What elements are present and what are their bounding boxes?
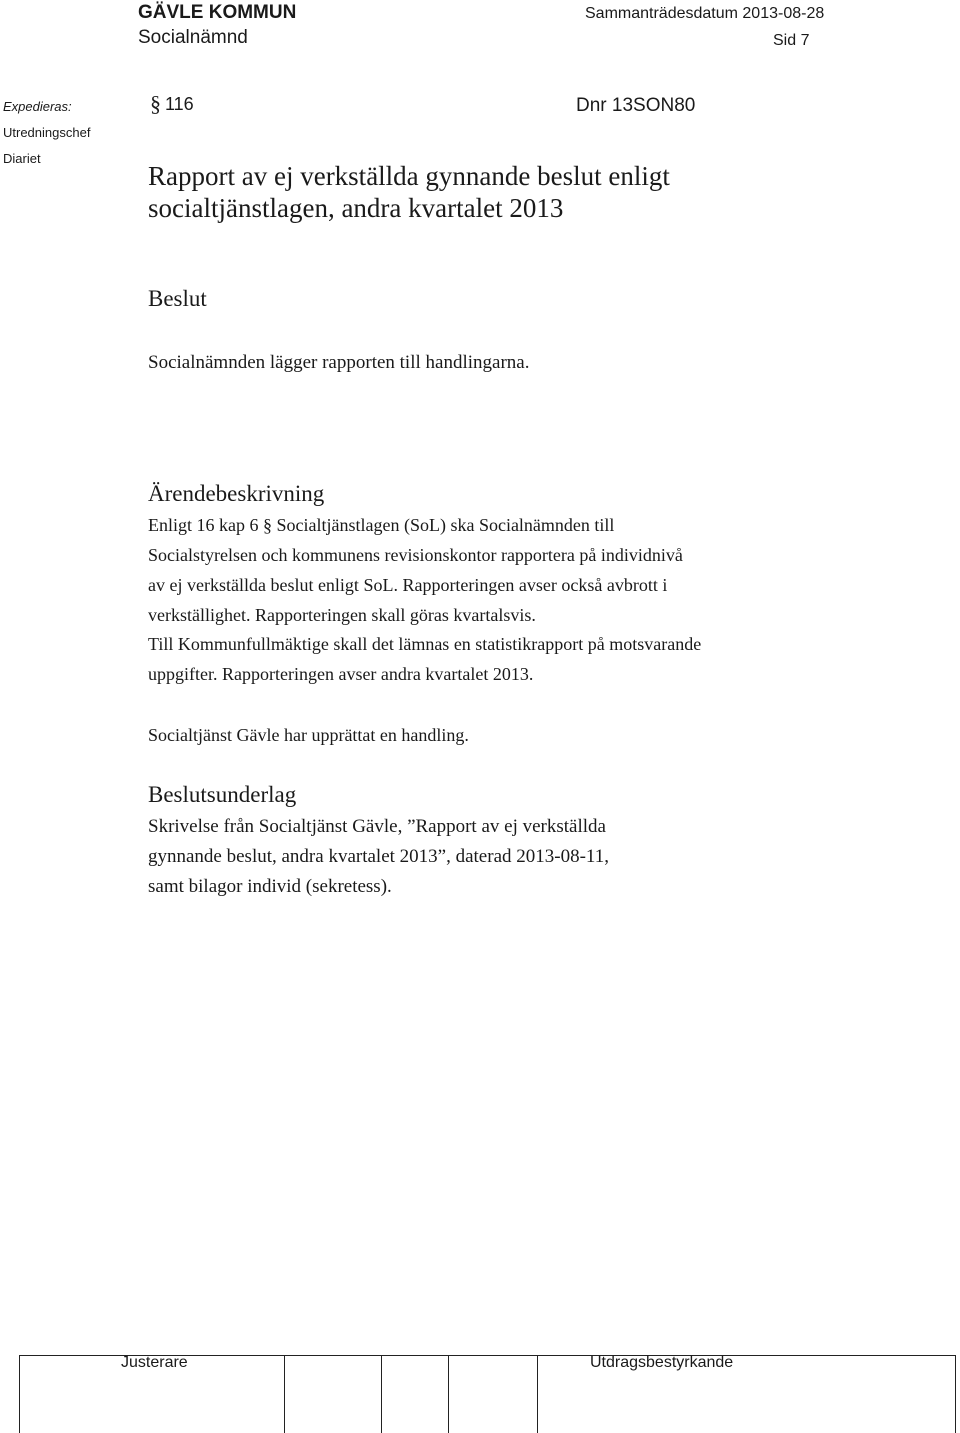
footer-divider xyxy=(284,1355,285,1433)
justerare-label: Justerare xyxy=(121,1354,188,1371)
body-line: Skrivelse från Socialtjänst Gävle, ”Rapport av ej verkställda xyxy=(148,816,606,837)
body-line: av ej verkställda beslut enligt SoL. Rapporteringen avser också avbrott i xyxy=(148,575,668,595)
arendebeskrivning-heading: Ärendebeskrivning xyxy=(148,481,325,506)
body-line: verkställighet. Rapporteringen skall göras kvartalsvis. xyxy=(148,605,536,625)
body-line: Socialstyrelsen och kommunens revisionskontor rapportera på individnivå xyxy=(148,545,683,565)
handling-text: Socialtjänst Gävle har upprättat en handling. xyxy=(148,725,469,745)
paragraph-number: 116 xyxy=(165,94,194,114)
body-line: samt bilagor individ (sekretess). xyxy=(148,876,392,897)
footer-divider xyxy=(381,1355,382,1433)
page-number: Sid 7 xyxy=(773,32,810,49)
department-name: Socialnämnd xyxy=(138,27,248,48)
footer-divider xyxy=(955,1355,956,1433)
footer-divider xyxy=(448,1355,449,1433)
recipient-item: Utredningschef xyxy=(3,125,91,140)
paragraph-symbol: § xyxy=(150,91,161,116)
expedieras-label: Expedieras: xyxy=(3,99,72,114)
organization-name: GÄVLE KOMMUN xyxy=(138,2,297,23)
beslut-heading: Beslut xyxy=(148,286,207,311)
document-title: Rapport av ej verkställda gynnande beslut enligt socialtjänstlagen, andra kvartalet 2013 xyxy=(148,161,670,223)
beslutsunderlag-heading: Beslutsunderlag xyxy=(148,782,297,807)
beslutsunderlag-body xyxy=(148,814,609,904)
recipient-item: Diariet xyxy=(3,151,41,166)
body-line: gynnande beslut, andra kvartalet 2013”, daterad 2013-08-11, xyxy=(148,846,609,867)
footer-divider xyxy=(19,1355,20,1433)
body-line: Enligt 16 kap 6 § Socialtjänstlagen (SoL) ska Socialnämnden till xyxy=(148,515,615,535)
footer-divider xyxy=(537,1355,538,1433)
body-line: uppgifter. Rapporteringen avser andra kvartalet 2013. xyxy=(148,664,534,684)
meeting-date: Sammanträdesdatum 2013-08-28 xyxy=(585,5,825,22)
body-line: Till Kommunfullmäktige skall det lämnas en statistikrapport på motsvarande xyxy=(148,634,702,654)
diary-number: Dnr 13SON80 xyxy=(576,95,696,116)
arendebeskrivning-body xyxy=(148,512,701,691)
utdragsbestyrkande-label: Utdragsbestyrkande xyxy=(590,1354,734,1371)
beslut-text: Socialnämnden lägger rapporten till handlingarna. xyxy=(148,352,530,373)
